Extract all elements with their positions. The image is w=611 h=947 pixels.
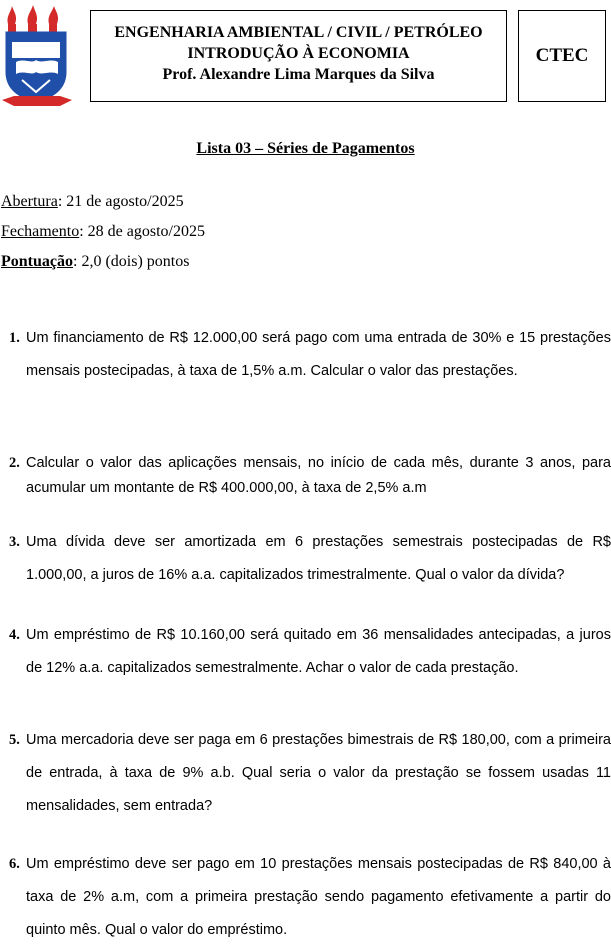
header-professor-line: Prof. Alexandre Lima Marques da Silva [162, 66, 435, 83]
question-text: Uma dívida deve ser amortizada em 6 prestações semestrais postecipadas de R$ 1.000,00, a juros de 16% a.a. capitalizados trimestralmente. Qual o valor da dívida? [26, 534, 611, 583]
question-4 [9, 619, 611, 685]
question-2 [9, 451, 611, 501]
closing-label: Fechamento [1, 223, 80, 240]
opening-label: Abertura [1, 193, 58, 210]
question-3 [9, 526, 611, 592]
list-title: Lista 03 – Séries de Pagamentos [196, 140, 415, 157]
header-program-line: ENGENHARIA AMBIENTAL / CIVIL / PETRÓLEO [114, 24, 483, 41]
question-number: 6. [9, 856, 20, 872]
closing-value: : 28 de agosto/2025 [79, 223, 205, 240]
score [1, 253, 189, 271]
question-text: Um financiamento de R$ 12.000,00 será pago com uma entrada de 30% e 15 prestações mensais postecipadas, à taxa de 1,5% a.m. Calcular o valor das prestações. [26, 330, 611, 379]
question-1 [9, 322, 611, 388]
score-value: : 2,0 (dois) pontos [73, 253, 190, 270]
question-text: Calcular o valor das aplicações mensais, no início de cada mês, durante 3 anos, para acumular um montante de R$ 400.000,00, à taxa de 2,5% a.m [26, 455, 611, 496]
question-6 [9, 848, 611, 947]
score-label: Pontuação [1, 253, 73, 270]
center-code-label: CTEC [535, 45, 589, 66]
question-number: 4. [9, 627, 20, 643]
question-text: Um empréstimo de R$ 10.160,00 será quitado em 36 mensalidades antecipadas, a juros de 12% a.a. capitalizados semestralmente. Achar o valor de cada prestação. [26, 627, 611, 676]
opening-value: : 21 de agosto/2025 [57, 193, 184, 210]
question-number: 2. [9, 455, 20, 471]
question-number: 1. [9, 330, 20, 346]
question-number: 3. [9, 534, 20, 550]
header-course-line: INTRODUÇÃO À ECONOMIA [187, 45, 410, 62]
question-number: 5. [9, 732, 20, 748]
question-5 [9, 724, 611, 823]
course-header-box [90, 10, 507, 102]
closing-date [1, 223, 205, 241]
center-code-box [518, 10, 606, 102]
question-text: Uma mercadoria deve ser paga em 6 prestações bimestrais de R$ 180,00, com a primeira de entrada, à taxa de 9% a.b. Qual seria o valor da prestação se fossem usadas 11 mensalidades, sem entrada? [26, 732, 611, 814]
question-text: Um empréstimo deve ser pago em 10 prestações mensais postecipadas de R$ 840,00 à taxa de 2% a.m, com a primeira prestação sendo pagamento efetivamente a partir do quinto mês. Qual o valor do empréstimo. [26, 856, 611, 938]
opening-date [1, 193, 184, 211]
ufal-seal-icon [2, 2, 72, 112]
